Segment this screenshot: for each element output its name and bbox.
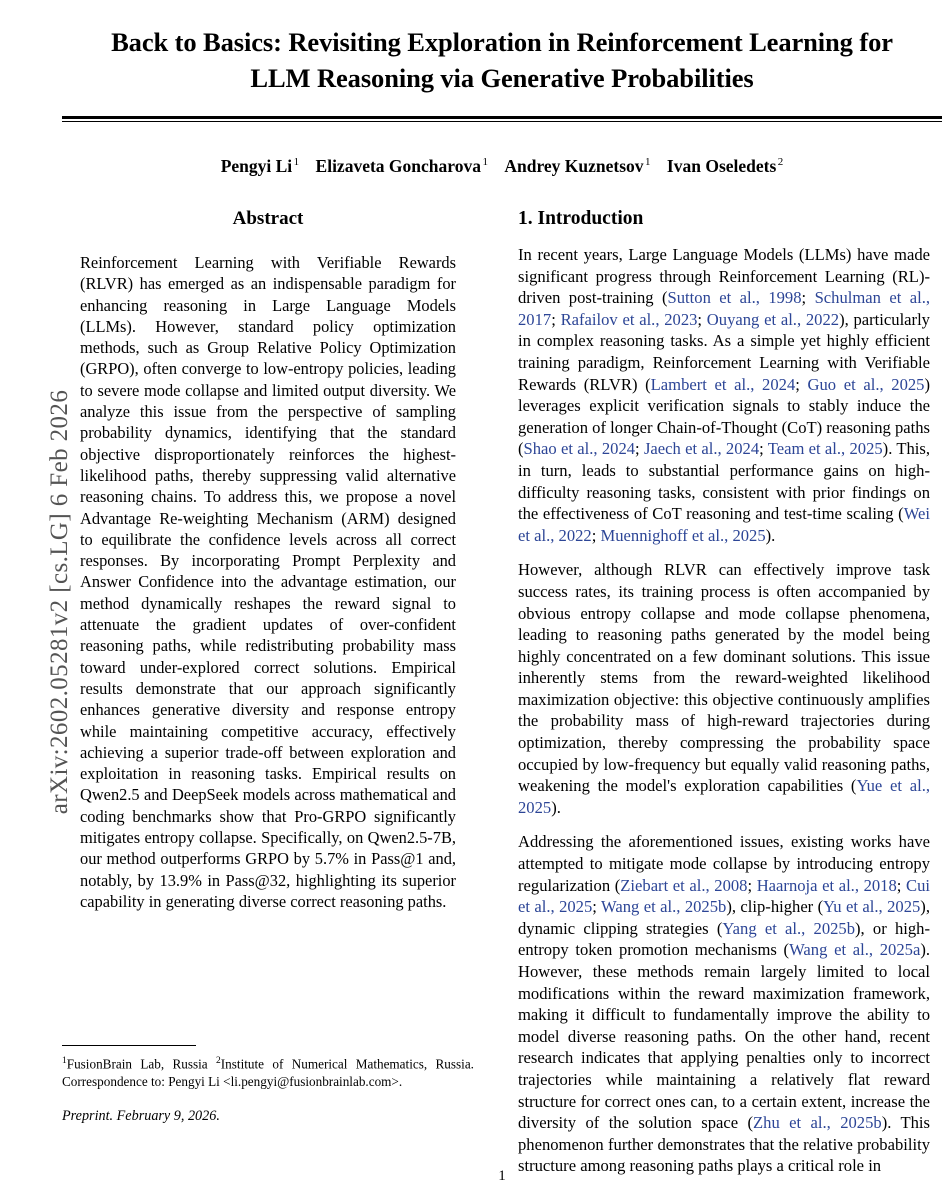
footnote-mark-1: 1 [62, 1056, 67, 1066]
introduction-paragraph [518, 831, 930, 1177]
citation-link[interactable]: Ziebart et al., 2008 [620, 875, 748, 895]
title-divider [62, 116, 942, 122]
body-text-run: ; [635, 439, 644, 459]
author-entry [667, 156, 783, 176]
footnote-affiliation-2: Institute of Numerical Mathematics, Russia. Correspondence to: Pengyi Li <li.pengyi@fusionbrainlab.com>. [62, 1056, 474, 1089]
body-text-run: ; [551, 309, 561, 329]
author-list [62, 156, 942, 177]
author-affiliation-mark: 1 [645, 156, 651, 169]
title-block [62, 0, 942, 177]
abstract-heading: Abstract [232, 208, 304, 229]
arxiv-stamp [0, 0, 73, 1200]
body-text-run: ). [765, 525, 776, 545]
author-affiliation-mark: 2 [777, 156, 784, 169]
body-text-run: ; [801, 288, 815, 308]
citation-link[interactable]: Yue et al., 2025 [518, 776, 930, 817]
author-name: Pengyi Li [220, 156, 293, 176]
citation-link[interactable]: Haarnoja et al., 2018 [756, 875, 897, 895]
body-text-run: ; [592, 897, 602, 917]
author-entry [504, 156, 650, 176]
introduction-body [518, 230, 930, 1177]
right-column [518, 200, 930, 1190]
body-text-run: ). [551, 797, 561, 817]
citation-link[interactable]: Wang et al., 2025a [789, 940, 921, 960]
citation-link[interactable]: Sutton et al., 1998 [667, 288, 802, 308]
author-name: Andrey Kuznetsov [504, 156, 644, 176]
author-affiliation-mark: 1 [482, 156, 488, 169]
introduction-paragraph [518, 559, 930, 818]
citation-link[interactable]: Team et al., 2025 [767, 439, 883, 459]
citation-link[interactable]: Guo et al., 2025 [807, 374, 925, 394]
left-column [62, 200, 474, 912]
body-text-run: ). This, in turn, leads to substantial performance gains on high-difficulty reasoning tasks, consistent with prior findings on the effectiveness of CoT reasoning and test-time scaling ( [518, 439, 930, 524]
introduction-heading: 1. Introduction [518, 208, 644, 229]
body-text-run: ; [697, 309, 707, 329]
footnote-block [62, 1045, 474, 1139]
citation-link[interactable]: Shao et al., 2024 [523, 439, 636, 459]
citation-link[interactable]: Rafailov et al., 2023 [560, 309, 698, 329]
page-title: Back to Basics: Revisiting Exploration in Reinforcement Learning for LLM Reasoning via Generative Probabilities [111, 27, 893, 93]
footnote-mark-2: 2 [216, 1056, 221, 1066]
paper-page [62, 0, 942, 1200]
body-text-run: In recent years, Large Language Models (LLMs) have made significant progress through Reinforcement Learning (RL)-driven post-training ( [518, 245, 930, 308]
preprint-notice: Preprint. February 9, 2026. [62, 1107, 220, 1124]
author-entry [316, 156, 488, 176]
arxiv-stamp-text: arXiv:2602.05281v2 [cs.LG] 6 Feb 2026 [46, 389, 73, 815]
body-text-run: ; [896, 875, 907, 895]
author-affiliation-mark: 1 [293, 156, 300, 169]
body-text-run: Addressing the aforementioned issues, existing works have attempted to mitigate mode collapse by introducing entropy regularization ( [518, 832, 930, 895]
introduction-paragraph [518, 244, 930, 546]
citation-link[interactable]: Ouyang et al., 2022 [706, 309, 840, 329]
citation-link[interactable]: Cui et al., 2025 [518, 875, 930, 917]
abstract-body [80, 230, 456, 912]
divider-thin-line [62, 121, 942, 122]
page-number: 1 [498, 1168, 506, 1184]
body-text-run: ; [591, 525, 601, 545]
body-text-run: ; [747, 875, 757, 895]
citation-link[interactable]: Lambert et al., 2024 [650, 374, 796, 394]
body-text-run: However, although RLVR can effectively improve task success rates, its training process is often accompanied by obvious entropy collapse and mode collapse phenomena, leading to reasoning paths generated by the model being highly concentrated on a few dominant solutions. This issue inherently stems from the reward-weighted likelihood maximization objective: this objective continuously amplifies the probability mass of high-reward trajectories during optimization, thereby compressing the probability space occupied by low-frequency but equally valid reasoning paths, weakening the model's exploration capabilities ( [518, 560, 930, 796]
footnote-affiliations [62, 1053, 474, 1091]
body-text-run: ) leverages explicit verification signals to stably induce the generation of longer Chain-of-Thought (CoT) reasoning paths ( [518, 374, 930, 459]
citation-link[interactable]: Yu et al., 2025 [823, 897, 921, 917]
author-name: Elizaveta Goncharova [315, 156, 481, 176]
abstract-text: Reinforcement Learning with Verifiable Rewards (RLVR) has emerged as an indispensable paradigm for enhancing reasoning in Large Language Models (LLMs). However, standard policy optimization methods, such as Group Relative Policy Optimization (GRPO), often converge to low-entropy policies, leading to severe mode collapse and limited output diversity. We analyze this issue from the perspective of sampling probability dynamics, identifying that the standard objective disproportionately reinforces the highest-likelihood paths, thereby suppressing valid alternative reasoning chains. To address this, we propose a novel Advantage Re-weighting Mechanism (ARM) designed to equilibrate the confidence levels across all correct responses. By incorporating Prompt Perplexity and Answer Confidence into the advantage estimation, our method dynamically reshapes the reward signal to attenuate the gradient updates of over-confident reasoning paths, while redistributing probability mass toward under-explored correct solutions. Empirical results demonstrate that our approach significantly enhances generative diversity and response entropy while maintaining competitive accuracy, effectively achieving a superior trade-off between exploration and exploitation in reasoning tasks. Empirical results on Qwen2.5 and DeepSeek models across mathematical and coding benchmarks show that Pro-GRPO significantly mitigates entropy collapse. Specifically, on Qwen2.5-7B, our method outperforms GRPO by 5.7% in Pass@1 and, notably, by 13.9% in Pass@32, highlighting its superior capability in generating diverse correct reasoning paths. [80, 253, 456, 911]
body-text-run: ), particularly in complex reasoning tasks. As a simple yet highly efficient training paradigm, Reinforcement Learning with Verifiable Rewards (RLVR) ( [518, 309, 930, 394]
body-text-run: ). However, these methods remain largely limited to local modifications within the reward maximization framework, making it difficult to fundamentally improve the ability to model diverse reasoning paths. On the other hand, recent research indicates that applying penalties only to incorrect trajectories while maintaining a relatively flat reward structure for correct ones can, to a certain extent, increase the diversity of the solution space ( [518, 940, 930, 1133]
citation-link[interactable]: Wei et al., 2022 [518, 504, 930, 545]
citation-link[interactable]: Jaech et al., 2024 [643, 439, 760, 459]
author-name: Ivan Oseledets [666, 156, 777, 176]
author-entry [221, 156, 299, 176]
footnote-affiliation-1: FusionBrain Lab, Russia [66, 1056, 217, 1072]
citation-link[interactable]: Wang et al., 2025b [601, 897, 727, 917]
citation-link[interactable]: Yang et al., 2025b [722, 918, 856, 938]
citation-link[interactable]: Schulman et al., 2017 [518, 288, 930, 329]
body-text-run: ; [795, 374, 808, 394]
body-text-run: ), dynamic clipping strategies ( [518, 897, 930, 938]
body-text-run: ; [759, 439, 768, 459]
citation-link[interactable]: Zhu et al., 2025b [753, 1113, 882, 1133]
body-text-run: ). This phenomenon further demonstrates that the relative probability structure among reasoning paths plays a critical role in [518, 1113, 930, 1176]
footnote-divider [62, 1045, 196, 1046]
citation-link[interactable]: Muennighoff et al., 2025 [600, 525, 766, 545]
body-text-run: ), clip-higher ( [726, 897, 824, 917]
body-text-run: ), or high-entropy token promotion mechanisms ( [518, 918, 930, 960]
